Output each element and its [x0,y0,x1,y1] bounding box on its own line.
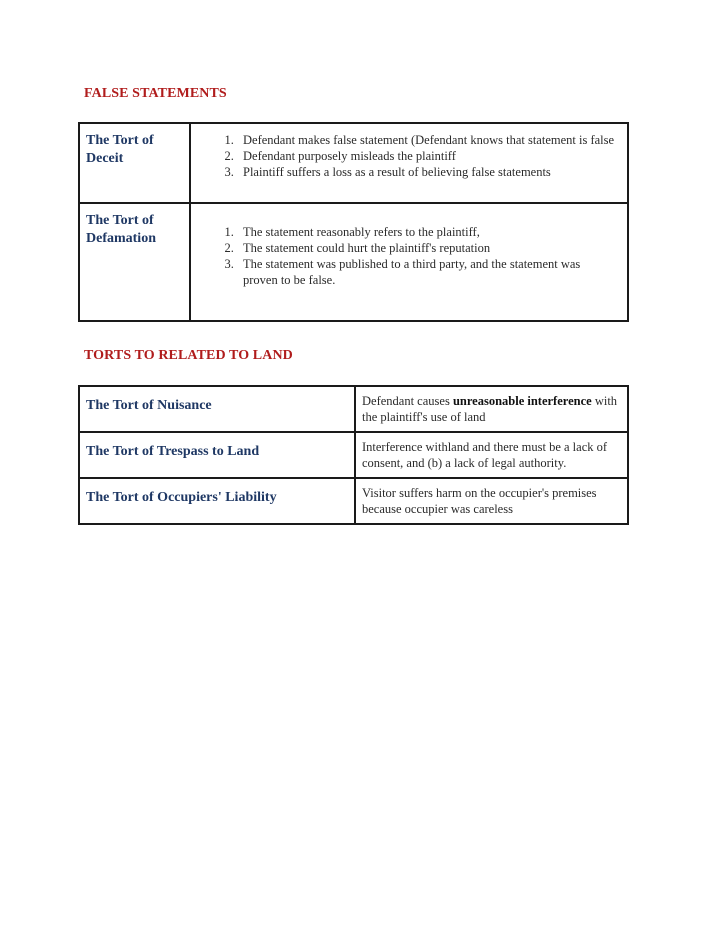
desc-emphasis: unreasonable interference [452,394,592,408]
desc-text: with the plaintiff's use of land [362,394,618,424]
tort-label-line2: Deceit [86,151,124,166]
row-content-cell: Interference withland and there must be a lack of consent, and (b) a lack of legal authority. [355,432,628,478]
section-heading-false-statements: FALSE STATEMENTS [84,86,227,101]
tort-label [86,212,183,248]
row-content-cell [190,123,628,203]
row-label-cell [79,478,355,524]
list-item: 3. Plaintiff suffers a loss as a result of believing false statements [237,164,617,180]
table-row [79,386,628,432]
section-heading-land-torts: TORTS TO RELATED TO LAND [84,348,293,363]
tort-label: The Tort of Trespass to Land [86,444,260,459]
tort-label [86,132,183,168]
row-content-cell [190,203,628,321]
row-content-cell [355,386,628,432]
tort-label: The Tort of Nuisance [86,398,212,413]
list-item: 1. The statement reasonably refers to the plaintiff, [237,224,617,240]
tort-label: The Tort of Occupiers' Liability [86,490,277,505]
land-torts-table [78,385,629,525]
table-row [79,123,628,203]
list-item: 2. Defendant purposely misleads the plaintiff [237,148,617,164]
tort-label-line1: The Tort of [86,133,154,148]
row-label-cell [79,386,355,432]
element-list [201,224,617,288]
row-content-cell: Visitor suffers harm on the occupier's premises because occupier was careless [355,478,628,524]
table-row [79,478,628,524]
element-list [201,132,617,180]
table-row [79,432,628,478]
tort-label-line1: The Tort of [86,213,154,228]
row-label-cell [79,123,190,203]
desc-text: Defendant causes [362,394,453,408]
list-item: 3. The statement was published to a third party, and the statement was proven to be false. [237,256,617,288]
tort-label-line2: Defamation [86,231,156,246]
list-item: 2. The statement could hurt the plaintiff's reputation [237,240,617,256]
row-label-cell [79,203,190,321]
row-label-cell [79,432,355,478]
false-statements-table [78,122,629,322]
table-row [79,203,628,321]
list-item: 1. Defendant makes false statement (Defendant knows that statement is false [237,132,617,148]
